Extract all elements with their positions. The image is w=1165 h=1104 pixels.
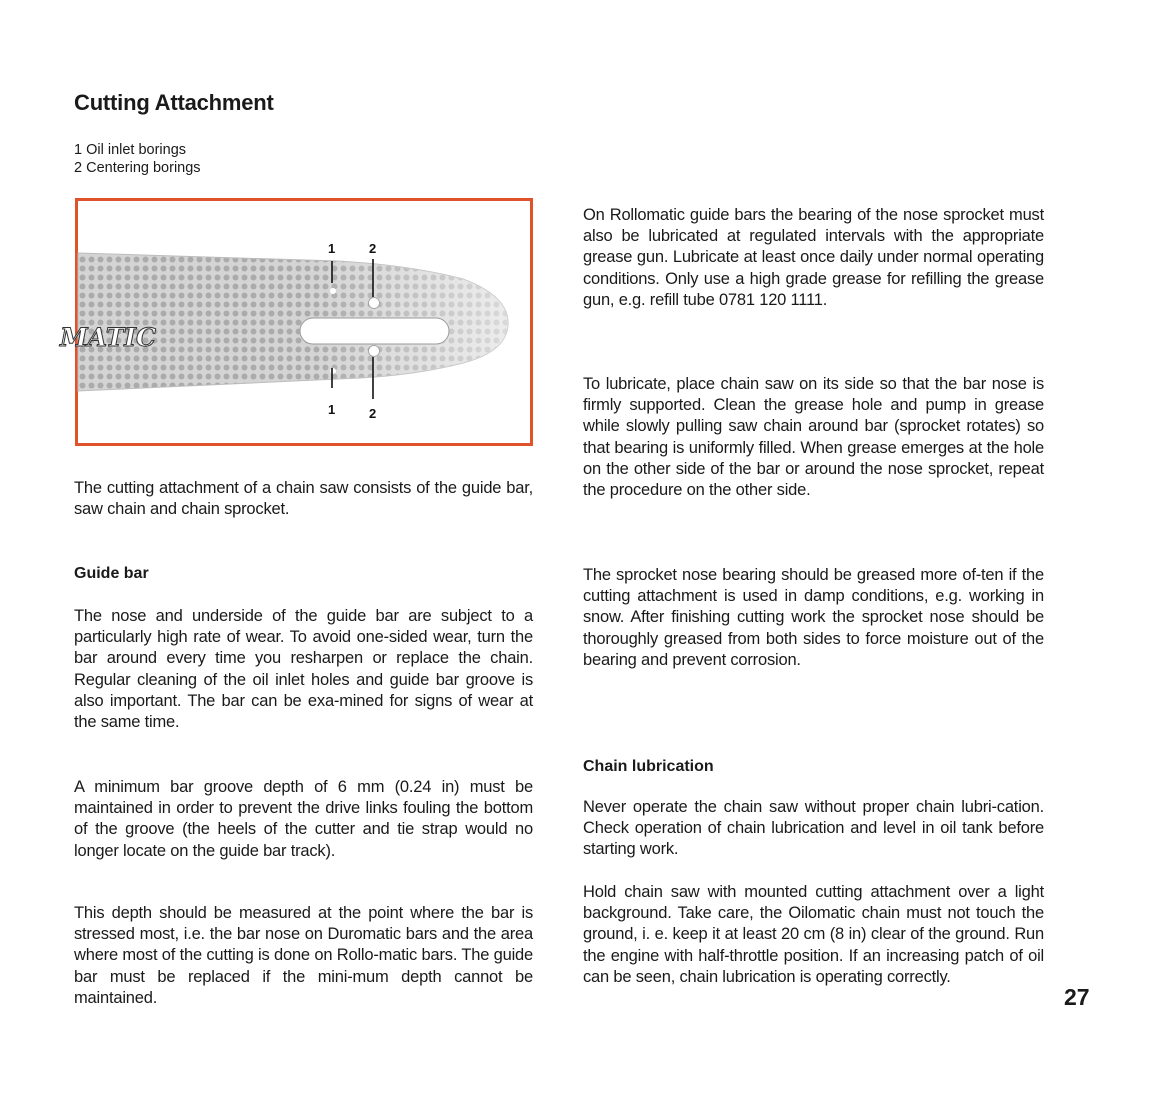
page-title: Cutting Attachment — [74, 90, 274, 115]
guide-bar-drawing — [60, 201, 530, 443]
guide-bar-paragraph-1: The nose and underside of the guide bar are subject to a particularly high rate of wear. To avoid one-sided wear, turn the bar around every time you resharpen or replace the chain. Regular cleaning of the oil inlet holes and guide bar groove is also important. The bar can be exa-mined for signs of wear at the same time. — [74, 607, 533, 732]
guide-bar-paragraph-3: This depth should be measured at the point where the bar is stressed most, i.e. the bar nose on Duromatic bars and the area where most of the cutting is done on Rollo-matic bars. The guide bar must be replaced if the mini-mum depth cannot be maintained. — [74, 904, 533, 1007]
guide-bar-paragraph-2: A minimum bar groove depth of 6 mm (0.24 in) must be maintained in order to prevent the drive links fouling the bottom of the groove (the heels of the cutter and tie strap would no longer locate on the guide bar track). — [74, 778, 533, 860]
chain-lubrication-paragraph-1: Never operate the chain saw without proper chain lubri-cation. Check operation of chain lubrication and level in oil tank before starting work. — [583, 798, 1044, 859]
legend-item-centering: 2 Centering borings — [74, 160, 201, 176]
callout-2-bottom: 2 — [369, 406, 377, 421]
bar-slot — [300, 318, 449, 344]
rollomatic-paragraph-2: To lubricate, place chain saw on its side so that the bar nose is firmly supported. Clean the grease hole and pump in grease while slowly pulling saw chain around bar (sprocket rotates) so that bearing is uniformly filled. When grease emerges at the hole on the other side of the bar or around the nose sprocket, repeat the procedure on the other side. — [583, 375, 1044, 500]
centering-boring-bottom — [369, 346, 380, 357]
rollomatic-paragraph-3: The sprocket nose bearing should be greased more of-ten if the cutting attachment is used in damp conditions, e.g. working in snow. After finishing cutting work the sprocket nose should be thoroughly greased from both sides to force moisture out of the bearing and prevent corrosion. — [583, 566, 1044, 669]
oil-inlet-boring-top — [330, 288, 336, 294]
chain-lubrication-heading: Chain lubrication — [583, 758, 714, 775]
callout-1-top: 1 — [328, 241, 336, 256]
intro-paragraph: The cutting attachment of a chain saw consists of the guide bar, saw chain and chain sprocket. — [74, 479, 533, 519]
rollomatic-paragraph-1: On Rollomatic guide bars the bearing of the nose sprocket must also be lubricated at regulated intervals with the appropriate grease gun. Lubricate at least once daily under normal operating conditions. Only use a high grade grease for refilling the grease gun, e.g. refill tube 0781 120 1111. — [583, 206, 1044, 309]
chain-lubrication-paragraph-2: Hold chain saw with mounted cutting attachment over a light background. Take care, the Oilomatic chain must not touch the ground, i. e. keep it at least 20 cm (8 in) clear of the ground. Run the engine with half-throttle position. If an increasing patch of oil can be seen, chain lubrication is operating correctly. — [583, 883, 1044, 986]
callout-2-top: 2 — [369, 241, 377, 256]
guide-bar-heading: Guide bar — [74, 565, 149, 582]
figure-legend — [74, 141, 201, 177]
callout-1-bottom: 1 — [328, 402, 336, 417]
bar-logo-text: MATIC — [60, 323, 156, 352]
page-number: 27 — [1064, 984, 1090, 1010]
centering-boring-top — [369, 298, 380, 309]
legend-item-oil-inlet: 1 Oil inlet borings — [74, 142, 187, 158]
oil-inlet-boring-bottom — [330, 368, 336, 374]
guide-bar-illustration — [60, 198, 533, 446]
